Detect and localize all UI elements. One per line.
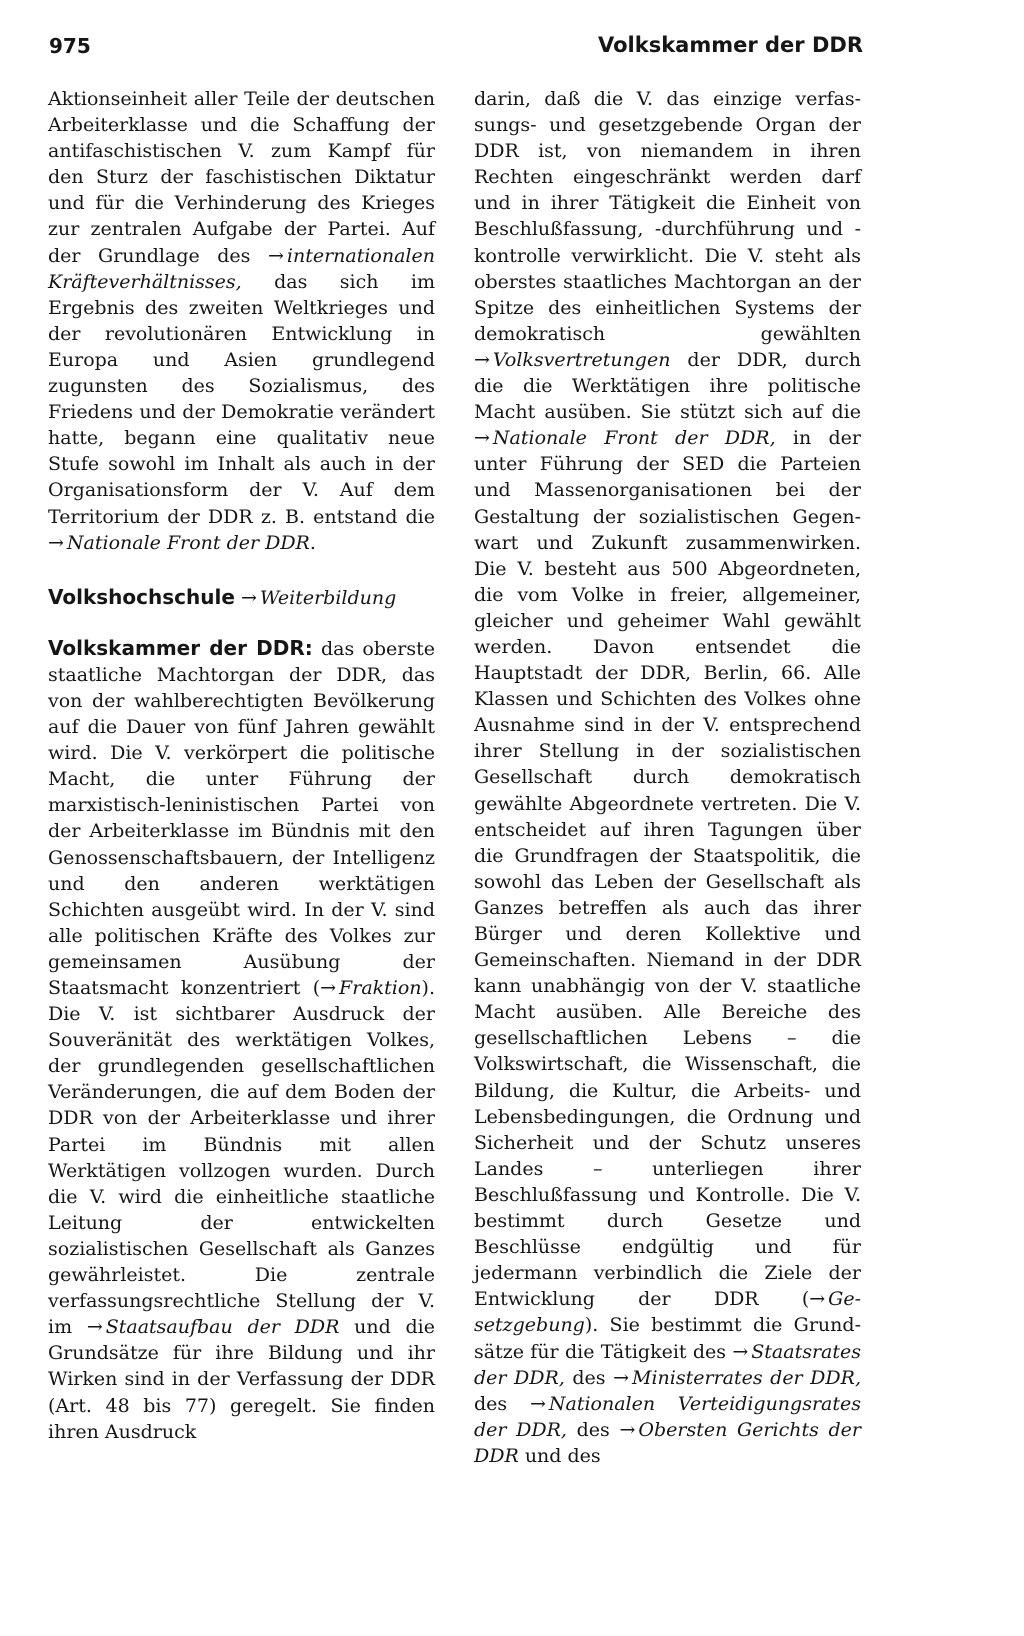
text-segment: der DDR, durch die die Werktätigen ihre politische Macht ausüben. Sie stützt sich auf die [474,348,861,424]
continuation-paragraph [48,86,435,556]
text-segment: des [474,1392,530,1415]
arrow-icon: → [619,1418,636,1441]
page-number: 975 [49,34,91,58]
text-segment: und die Grundsätze für ihre Bildung und ihr Wirken sind in der Verfassung der DDR (Art. 48 bis 77) geregelt. Sie finden ihren Ausdruck [48,1316,436,1443]
text-segment: Aktionseinheit aller Teile der deutschen Arbeiterklasse und die Schaffung der antifaschistischen V. zum Kampf für den Sturz der faschistischen Diktatur und für die Verhinderung des Krieges zur zentralen Aufgabe der Partei. Auf der Grundlage des [48,88,435,267]
text-segment: das sich im Ergebnis des zweiten Weltkrieges und der revolutionären Entwicklung in Europa und Asien grundlegend zugunsten des Sozialismus, des Friedens und der Demokratie verändert hatte, begann eine qualitativ neue Stufe sowohl im Inhalt als auch in der Organisationsform der V. Auf dem Territorium der DDR z. B. entstand die [48,270,435,528]
cross-reference-link[interactable] [48,532,316,554]
text-segment: und des [518,1444,601,1467]
cross-reference-text: Nationale Front der DDR. [66,531,316,554]
cross-reference-text: Nationale Front der DDR, [492,427,776,450]
cross-reference-text: Staatsaufbau der DDR [105,1316,340,1339]
text-segment: in der unter Führung der SED die Parteien und Massenorganisationen bei der Gestaltung der sozialistischen Gegenwart und Zukunft zusammenwirken. Die V. besteht aus 500 Abgeordneten, die vom Volke in freier, allgemeiner, gleicher und geheimer Wahl gewählt werden. Davon entsendet die Hauptstadt der DDR, Berlin, 66. Alle Klassen und Schichten des Volkes ohne Ausnahme sind in der V. entsprechend ihrer Stellung in der sozialistischen Gesellschaft durch demokratisch gewählte Abgeordnete vertreten. Die V. entscheidet auf ihren Tagungen über die Grundfragen der Staatspolitik, die sowohl das Leben der Gesellschaft als Ganzes betreffen als auch das ihrer Bürger und deren Kollektive und Gemeinschaften. Niemand in der DDR kann unabhängig von der V. staatliche Macht ausüben. Alle Bereiche des gesellschaftlichen Lebens – die Volkswirtschaft, die Wissenschaft, die Bildung, die Kultur, die Arbeits- und Lebensbedingungen, die Ordnung und Sicherheit und der Schutz unseres Landes – unterliegen ihrer Beschlußfassung und Kontrolle. Die V. bestimmt durch Gesetze und Beschlüsse endgültig und für jedermann verbindlich die Ziele der Entwicklung der DDR ( [474,427,861,1311]
arrow-icon: → [86,1316,103,1339]
cross-reference-link[interactable] [474,427,776,449]
arrow-icon: → [320,977,337,999]
text-segment: ). Sie bestimmt die Grundsätze für die Tätigkeit des [474,1314,861,1363]
text-segment: des [564,1366,614,1389]
cross-reference-text: internationalen Kräfteverhältnisses, [48,244,435,293]
text-segment: des [566,1418,620,1441]
cross-reference-link[interactable] [320,977,421,999]
arrow-icon: → [48,531,64,554]
entry-spacer [48,611,435,635]
arrow-icon: → [474,348,490,371]
arrow-icon: → [267,244,284,267]
cross-reference-text: Weiterbildung [259,586,397,609]
arrow-icon: → [732,1340,749,1363]
cross-reference-text: Obersten Gerichts der DDR [474,1418,861,1467]
cross-reference-link[interactable] [241,587,396,609]
cross-reference-text: Staatsrates der DDR, [474,1340,861,1389]
entry-spacer [48,556,435,584]
running-head: Volkskammer der DDR [598,33,863,57]
cross-reference-link[interactable] [474,349,670,371]
cross-reference-text: Fraktion [339,977,422,999]
cross-reference-text: Nationalen Verteidigungsrates der DDR, [474,1392,862,1441]
text-segment: ). Die V. ist sichtbarer Ausdruck der Souveränität des werktätigen Volkes, der grundlegenden gesellschaftlichen Veränderungen, die auf dem Boden der DDR von der Arbeiterklasse und ihrer Partei im Bündnis mit allen Werktätigen vollzogen wurden. Durch die V. wird die einheitliche staatliche Leitung der entwickelten sozialistischen Gesellschaft als Ganzes gewährleistet. Die zentrale verfassungsrechtliche Stellung der V. im [48,977,435,1339]
entry-volkshochschule [48,584,435,611]
cross-reference-link[interactable] [613,1367,861,1389]
cross-reference-link[interactable] [87,1316,340,1338]
text-segment: darin, daß die V. das einzige verfassungs- und gesetzgebende Organ der DDR ist, von niemandem in ihren Rechten eingeschränkt werden darf und in ihrer Tätigkeit die Einheit von Beschlußfassung, -durchführung und -kontrolle verwirklicht. Die V. steht als oberstes staatliches Machtorgan an der Spitze des einheitlichen Systems der demokratisch gewählten [474,88,861,345]
entry-volkskammer-continued [474,86,861,1469]
text-segment: das oberste staatliche Machtorgan der DDR, das von der wahlberechtigten Bevölkerung auf die Dauer von fünf Jahren gewählt wird. Die V. verkörpert die politische Macht, die unter Führung der marxistisch-leninistischen Partei von der Arbeiterklasse im Bündnis mit den Genossenschaftsbauern, der Intelligenz und den anderen werktätigen Schichten ausgeübt wird. In der V. sind alle politischen Kräfte des Volkes zur gemeinsamen Ausübung der Staatsmacht konzentriert ( [48,637,435,999]
cross-reference-text: Gesetzgebung [474,1288,861,1337]
arrow-icon: → [613,1366,630,1389]
left-column [48,86,435,1445]
entry-volkskammer [48,635,435,1445]
headword: Volkskammer der DDR: [48,635,313,660]
arrow-icon: → [529,1392,546,1415]
arrow-icon: → [240,586,257,609]
cross-reference-text: Volksvertretungen [492,348,671,371]
headword: Volkshochschule [48,584,235,609]
arrow-icon: → [809,1288,826,1311]
right-column [474,86,861,1469]
cross-reference-text: Ministerrates der DDR, [632,1366,861,1389]
arrow-icon: → [474,427,490,450]
